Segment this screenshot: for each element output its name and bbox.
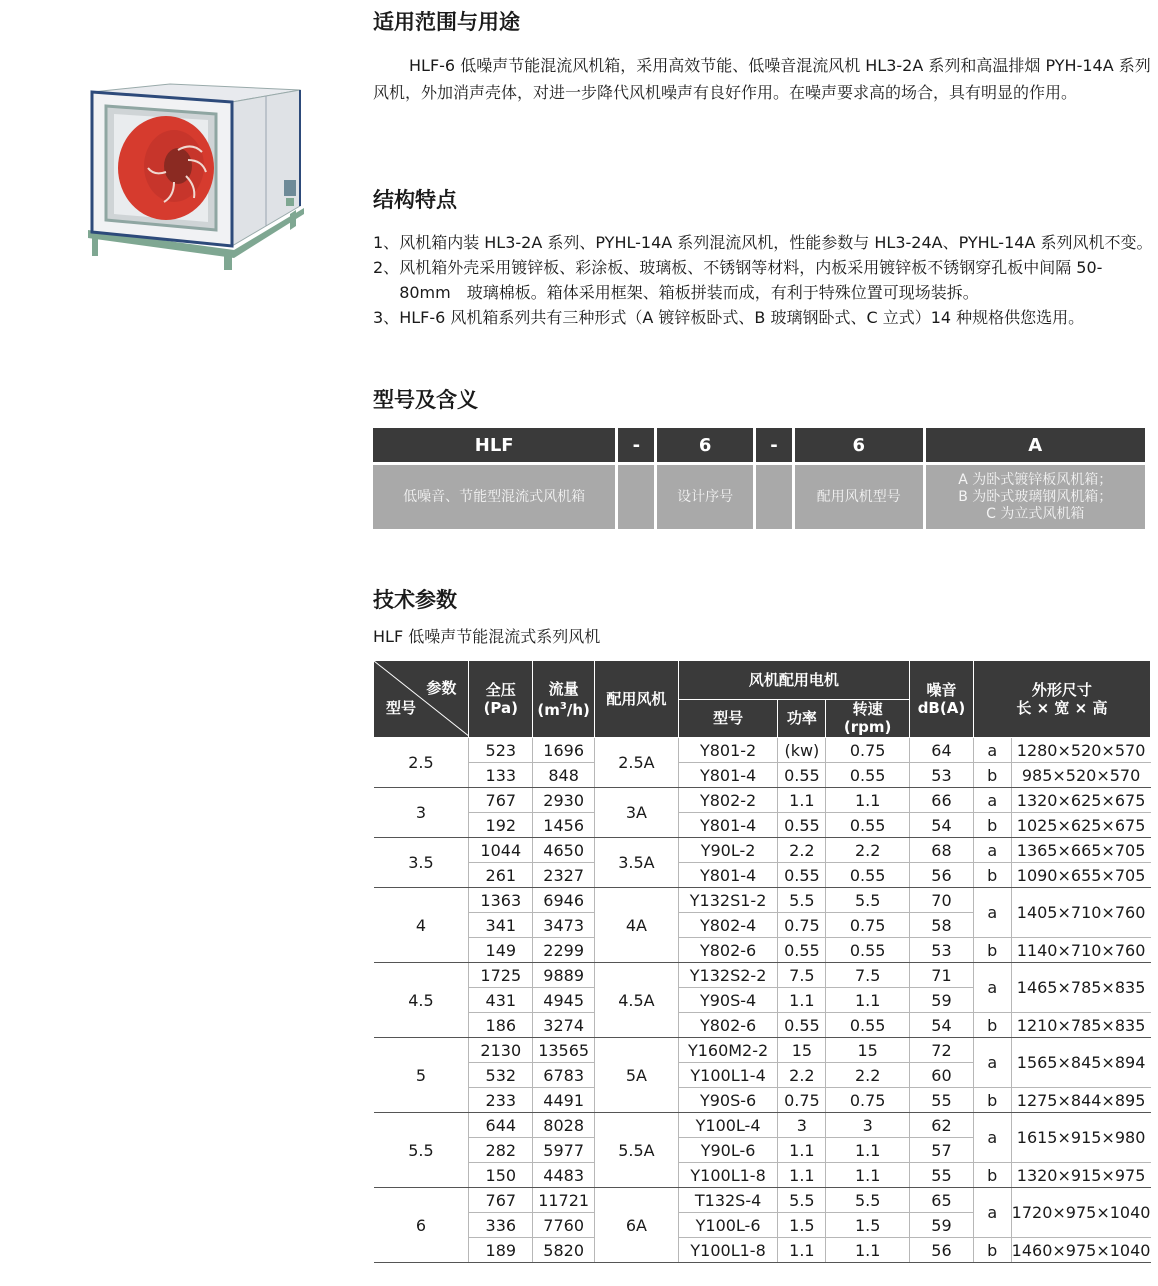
flow-cell: 4483 <box>533 1163 595 1188</box>
noise-cell: 70 <box>910 888 974 913</box>
size-type-cell: b <box>973 1163 1011 1188</box>
motor-model-cell: Y132S2-2 <box>678 963 778 988</box>
motor-speed-cell: 1.5 <box>826 1213 910 1238</box>
model-cell: 6 <box>374 1188 469 1263</box>
noise-cell: 55 <box>910 1163 974 1188</box>
pressure-cell: 261 <box>469 863 533 888</box>
motor-model-cell: Y90S-6 <box>678 1088 778 1113</box>
model-desc-design: 设计序号 <box>657 462 753 529</box>
header-motor-model: 型号 <box>678 699 778 738</box>
model-cell: 5 <box>374 1038 469 1113</box>
header-flow: 流量 $(m^3/h)$ <box>533 661 595 738</box>
model-desc-dash <box>756 462 792 529</box>
motor-power-cell: 3 <box>778 1113 826 1138</box>
size-type-cell: b <box>973 1238 1011 1263</box>
size-dims-cell: 1465×785×835 <box>1011 963 1150 1013</box>
motor-model-cell: Y160M2-2 <box>678 1038 778 1063</box>
model-code-dash: - <box>756 428 792 462</box>
size-type-cell: a <box>973 838 1011 863</box>
tech-subtitle: HLF 低噪声节能混流式系列风机 <box>373 627 601 646</box>
table-row <box>374 1188 1151 1213</box>
pressure-cell: 233 <box>469 1088 533 1113</box>
table-row <box>374 763 1151 788</box>
motor-power-cell: 1.1 <box>778 1138 826 1163</box>
flow-cell: 1456 <box>533 813 595 838</box>
flow-cell: 1696 <box>533 738 595 763</box>
motor-power-cell: 0.75 <box>778 1088 826 1113</box>
header-pressure: 全压 (Pa) <box>469 661 533 738</box>
model-code-fan: 6 <box>795 428 923 462</box>
noise-cell: 71 <box>910 963 974 988</box>
motor-power-cell: 7.5 <box>778 963 826 988</box>
table-row <box>374 1238 1151 1263</box>
table-row <box>374 963 1151 988</box>
pressure-cell: 532 <box>469 1063 533 1088</box>
size-dims-cell: 1210×785×835 <box>1011 1013 1150 1038</box>
noise-cell: 68 <box>910 838 974 863</box>
motor-model-cell: Y801-4 <box>678 813 778 838</box>
model-code-type: A <box>926 428 1145 462</box>
header-corner: 参数 型号 <box>374 661 469 738</box>
motor-speed-cell: 1.1 <box>826 988 910 1013</box>
motor-power-cell: 0.55 <box>778 863 826 888</box>
size-dims-cell: 1460×975×1040 <box>1011 1238 1150 1263</box>
flow-cell: 4650 <box>533 838 595 863</box>
tech-params-table <box>373 660 1151 1263</box>
table-row <box>374 788 1151 813</box>
pressure-cell: 1725 <box>469 963 533 988</box>
motor-power-cell: 1.5 <box>778 1213 826 1238</box>
flow-cell: 9889 <box>533 963 595 988</box>
noise-cell: 57 <box>910 1138 974 1163</box>
motor-power-cell: 0.55 <box>778 813 826 838</box>
pressure-cell: 1044 <box>469 838 533 863</box>
motor-model-cell: Y802-2 <box>678 788 778 813</box>
size-type-cell: a <box>973 1188 1011 1238</box>
motor-power-cell: 1.1 <box>778 988 826 1013</box>
size-dims-cell: 1405×710×760 <box>1011 888 1150 938</box>
motor-speed-cell: 5.5 <box>826 888 910 913</box>
size-dims-cell: 1280×520×570 <box>1011 738 1150 763</box>
flow-cell: 6946 <box>533 888 595 913</box>
header-motor-power: 功率 <box>778 699 826 738</box>
table-row <box>374 938 1151 963</box>
motor-speed-cell: 3 <box>826 1113 910 1138</box>
size-dims-cell: 985×520×570 <box>1011 763 1150 788</box>
pressure-cell: 336 <box>469 1213 533 1238</box>
table-row <box>374 813 1151 838</box>
table-row <box>374 1113 1151 1138</box>
flow-cell: 3274 <box>533 1013 595 1038</box>
flow-cell: 4945 <box>533 988 595 1013</box>
model-code-hlf: HLF <box>373 428 615 462</box>
motor-power-cell: 2.2 <box>778 838 826 863</box>
motor-model-cell: Y802-4 <box>678 913 778 938</box>
pressure-cell: 192 <box>469 813 533 838</box>
structure-title: 结构特点 <box>373 188 457 212</box>
flow-cell: 13565 <box>533 1038 595 1063</box>
header-noise: 噪音 dB(A) <box>910 661 974 738</box>
motor-speed-cell: 0.75 <box>826 913 910 938</box>
motor-power-cell: 15 <box>778 1038 826 1063</box>
header-motor: 风机配用电机 <box>678 661 909 700</box>
motor-speed-cell: 0.55 <box>826 813 910 838</box>
motor-model-cell: Y801-2 <box>678 738 778 763</box>
size-type-cell: b <box>973 938 1011 963</box>
tech-table-body <box>374 738 1151 1263</box>
motor-speed-cell: 2.2 <box>826 1063 910 1088</box>
pressure-cell: 282 <box>469 1138 533 1163</box>
pressure-cell: 186 <box>469 1013 533 1038</box>
size-type-cell: b <box>973 813 1011 838</box>
motor-power-cell: 0.75 <box>778 913 826 938</box>
list-item: 3、 HLF-6 风机箱系列共有三种形式（A 镀锌板卧式、B 玻璃钢卧式、C 立式）14 种规格供您选用。 <box>373 308 1085 327</box>
motor-speed-cell: 0.55 <box>826 1013 910 1038</box>
size-type-cell: a <box>973 788 1011 813</box>
motor-speed-cell: 1.1 <box>826 1138 910 1163</box>
pressure-cell: 341 <box>469 913 533 938</box>
motor-model-cell: Y100L1-8 <box>678 1238 778 1263</box>
size-type-cell: a <box>973 1038 1011 1088</box>
table-row <box>374 1038 1151 1063</box>
motor-speed-cell: 1.1 <box>826 1238 910 1263</box>
table-row <box>374 1163 1151 1188</box>
motor-speed-cell: 2.2 <box>826 838 910 863</box>
fan-cell: 5.5A <box>595 1113 679 1188</box>
pressure-cell: 431 <box>469 988 533 1013</box>
size-dims-cell: 1140×710×760 <box>1011 938 1150 963</box>
size-type-cell: a <box>973 963 1011 1013</box>
model-meaning-table <box>370 428 1148 529</box>
fan-cell: 2.5A <box>595 738 679 788</box>
header-size: 外形尺寸 长 × 宽 × 高 <box>973 661 1150 738</box>
motor-model-cell: Y90S-4 <box>678 988 778 1013</box>
pressure-cell: 767 <box>469 788 533 813</box>
motor-speed-cell: 0.75 <box>826 738 910 763</box>
size-dims-cell: 1320×915×975 <box>1011 1163 1150 1188</box>
motor-speed-cell: 15 <box>826 1038 910 1063</box>
pressure-cell: 150 <box>469 1163 533 1188</box>
flow-cell: 8028 <box>533 1113 595 1138</box>
table-row <box>374 838 1151 863</box>
usage-text: HLF-6 低噪声节能混流风机箱，采用高效节能、低噪音混流风机 HL3-2A 系列和高温排烟 PYH-14A 系列风机，外加消声壳体，对进一步降代风机噪声有良好作用。在噪声要求高的场合，具有明显的作用。 <box>373 56 1151 102</box>
model-cell: 5.5 <box>374 1113 469 1188</box>
table-row <box>374 738 1151 763</box>
flow-cell: 4491 <box>533 1088 595 1113</box>
size-type-cell: a <box>973 888 1011 938</box>
size-type-cell: a <box>973 1113 1011 1163</box>
size-dims-cell: 1720×975×1040 <box>1011 1188 1150 1238</box>
flow-cell: 7760 <box>533 1213 595 1238</box>
noise-cell: 64 <box>910 738 974 763</box>
size-dims-cell: 1615×915×980 <box>1011 1113 1150 1163</box>
table-row <box>374 888 1151 913</box>
model-cell: 4 <box>374 888 469 963</box>
noise-cell: 66 <box>910 788 974 813</box>
size-dims-cell: 1320×625×675 <box>1011 788 1150 813</box>
pressure-cell: 523 <box>469 738 533 763</box>
motor-power-cell: 1.1 <box>778 1163 826 1188</box>
model-cell: 2.5 <box>374 738 469 788</box>
motor-model-cell: T132S-4 <box>678 1188 778 1213</box>
motor-model-cell: Y90L-6 <box>678 1138 778 1163</box>
motor-power-cell: 2.2 <box>778 1063 826 1088</box>
model-desc-type: A 为卧式镀锌板风机箱； B 为卧式玻璃钢风机箱； C 为立式风机箱 <box>926 462 1145 529</box>
noise-cell: 55 <box>910 1088 974 1113</box>
size-dims-cell: 1365×665×705 <box>1011 838 1150 863</box>
model-code-design: 6 <box>657 428 753 462</box>
model-cell: 3 <box>374 788 469 838</box>
motor-power-cell: 0.55 <box>778 938 826 963</box>
motor-power-cell: 0.55 <box>778 1013 826 1038</box>
fan-cell: 4.5A <box>595 963 679 1038</box>
flow-cell: 848 <box>533 763 595 788</box>
motor-speed-cell: 1.1 <box>826 1163 910 1188</box>
noise-cell: 56 <box>910 863 974 888</box>
model-desc-dash <box>618 462 654 529</box>
noise-cell: 56 <box>910 1238 974 1263</box>
noise-cell: 53 <box>910 763 974 788</box>
motor-speed-cell: 0.75 <box>826 1088 910 1113</box>
motor-model-cell: Y100L-6 <box>678 1213 778 1238</box>
flow-cell: 3473 <box>533 913 595 938</box>
fan-cell: 4A <box>595 888 679 963</box>
noise-cell: 58 <box>910 913 974 938</box>
motor-speed-cell: 7.5 <box>826 963 910 988</box>
size-type-cell: b <box>973 1088 1011 1113</box>
motor-speed-cell: 0.55 <box>826 863 910 888</box>
motor-speed-cell: 0.55 <box>826 763 910 788</box>
pressure-cell: 149 <box>469 938 533 963</box>
size-type-cell: b <box>973 763 1011 788</box>
table-row <box>374 863 1151 888</box>
header-motor-speed: 转速 (rpm) <box>826 699 910 738</box>
model-code-dash: - <box>618 428 654 462</box>
usage-title: 适用范围与用途 <box>373 10 520 34</box>
fan-cell: 3.5A <box>595 838 679 888</box>
motor-speed-cell: 0.55 <box>826 938 910 963</box>
flow-cell: 2930 <box>533 788 595 813</box>
size-type-cell: b <box>973 1013 1011 1038</box>
pressure-cell: 644 <box>469 1113 533 1138</box>
noise-cell: 72 <box>910 1038 974 1063</box>
noise-cell: 54 <box>910 813 974 838</box>
pressure-cell: 189 <box>469 1238 533 1263</box>
size-dims-cell: 1090×655×705 <box>1011 863 1150 888</box>
motor-model-cell: Y100L1-4 <box>678 1063 778 1088</box>
noise-cell: 60 <box>910 1063 974 1088</box>
tech-title: 技术参数 <box>373 588 457 612</box>
noise-cell: 62 <box>910 1113 974 1138</box>
size-dims-cell: 1565×845×894 <box>1011 1038 1150 1088</box>
motor-speed-cell: 5.5 <box>826 1188 910 1213</box>
noise-cell: 59 <box>910 1213 974 1238</box>
model-desc-fan: 配用风机型号 <box>795 462 923 529</box>
motor-power-cell: 1.1 <box>778 1238 826 1263</box>
fan-cell: 6A <box>595 1188 679 1263</box>
motor-power-cell: (kw) <box>778 738 826 763</box>
size-dims-cell: 1025×625×675 <box>1011 813 1150 838</box>
header-fan: 配用风机 <box>595 661 679 738</box>
list-item: 2、 风机箱外壳采用镀锌板、彩涂板、玻璃板、不锈钢等材料，内板采用镀锌板不锈钢穿孔板中间隔 50-80mm 玻璃棉板。箱体采用框架、箱板拼装而成，有利于特殊位置可现场装拆。 <box>373 258 1103 302</box>
motor-speed-cell: 1.1 <box>826 788 910 813</box>
flow-cell: 2327 <box>533 863 595 888</box>
table-row <box>374 1013 1151 1038</box>
flow-cell: 6783 <box>533 1063 595 1088</box>
motor-model-cell: Y801-4 <box>678 863 778 888</box>
pressure-cell: 133 <box>469 763 533 788</box>
pressure-cell: 767 <box>469 1188 533 1213</box>
motor-power-cell: 5.5 <box>778 888 826 913</box>
motor-model-cell: Y801-4 <box>678 763 778 788</box>
noise-cell: 53 <box>910 938 974 963</box>
motor-power-cell: 1.1 <box>778 788 826 813</box>
motor-model-cell: Y100L1-8 <box>678 1163 778 1188</box>
motor-model-cell: Y90L-2 <box>678 838 778 863</box>
flow-cell: 5820 <box>533 1238 595 1263</box>
fan-cell: 5A <box>595 1038 679 1113</box>
motor-model-cell: Y132S1-2 <box>678 888 778 913</box>
motor-model-cell: Y100L-4 <box>678 1113 778 1138</box>
flow-cell: 2299 <box>533 938 595 963</box>
flow-cell: 11721 <box>533 1188 595 1213</box>
fan-cell: 3A <box>595 788 679 838</box>
motor-power-cell: 0.55 <box>778 763 826 788</box>
noise-cell: 65 <box>910 1188 974 1213</box>
motor-model-cell: Y802-6 <box>678 1013 778 1038</box>
fan-cabinet-image <box>84 80 308 276</box>
motor-model-cell: Y802-6 <box>678 938 778 963</box>
motor-power-cell: 5.5 <box>778 1188 826 1213</box>
model-desc-hlf: 低噪音、节能型混流式风机箱 <box>373 462 615 529</box>
noise-cell: 59 <box>910 988 974 1013</box>
size-type-cell: a <box>973 738 1011 763</box>
size-dims-cell: 1275×844×895 <box>1011 1088 1150 1113</box>
table-row <box>374 1088 1151 1113</box>
pressure-cell: 2130 <box>469 1038 533 1063</box>
noise-cell: 54 <box>910 1013 974 1038</box>
model-title: 型号及含义 <box>373 388 478 412</box>
list-item: 1、 风机箱内装 HL3-2A 系列、PYHL-14A 系列混流风机，性能参数与 HL3-24A、PYHL-14A 系列风机不变。 <box>373 233 1153 252</box>
model-cell: 4.5 <box>374 963 469 1038</box>
pressure-cell: 1363 <box>469 888 533 913</box>
model-cell: 3.5 <box>374 838 469 888</box>
structure-list <box>373 230 1153 330</box>
size-type-cell: b <box>973 863 1011 888</box>
flow-cell: 5977 <box>533 1138 595 1163</box>
